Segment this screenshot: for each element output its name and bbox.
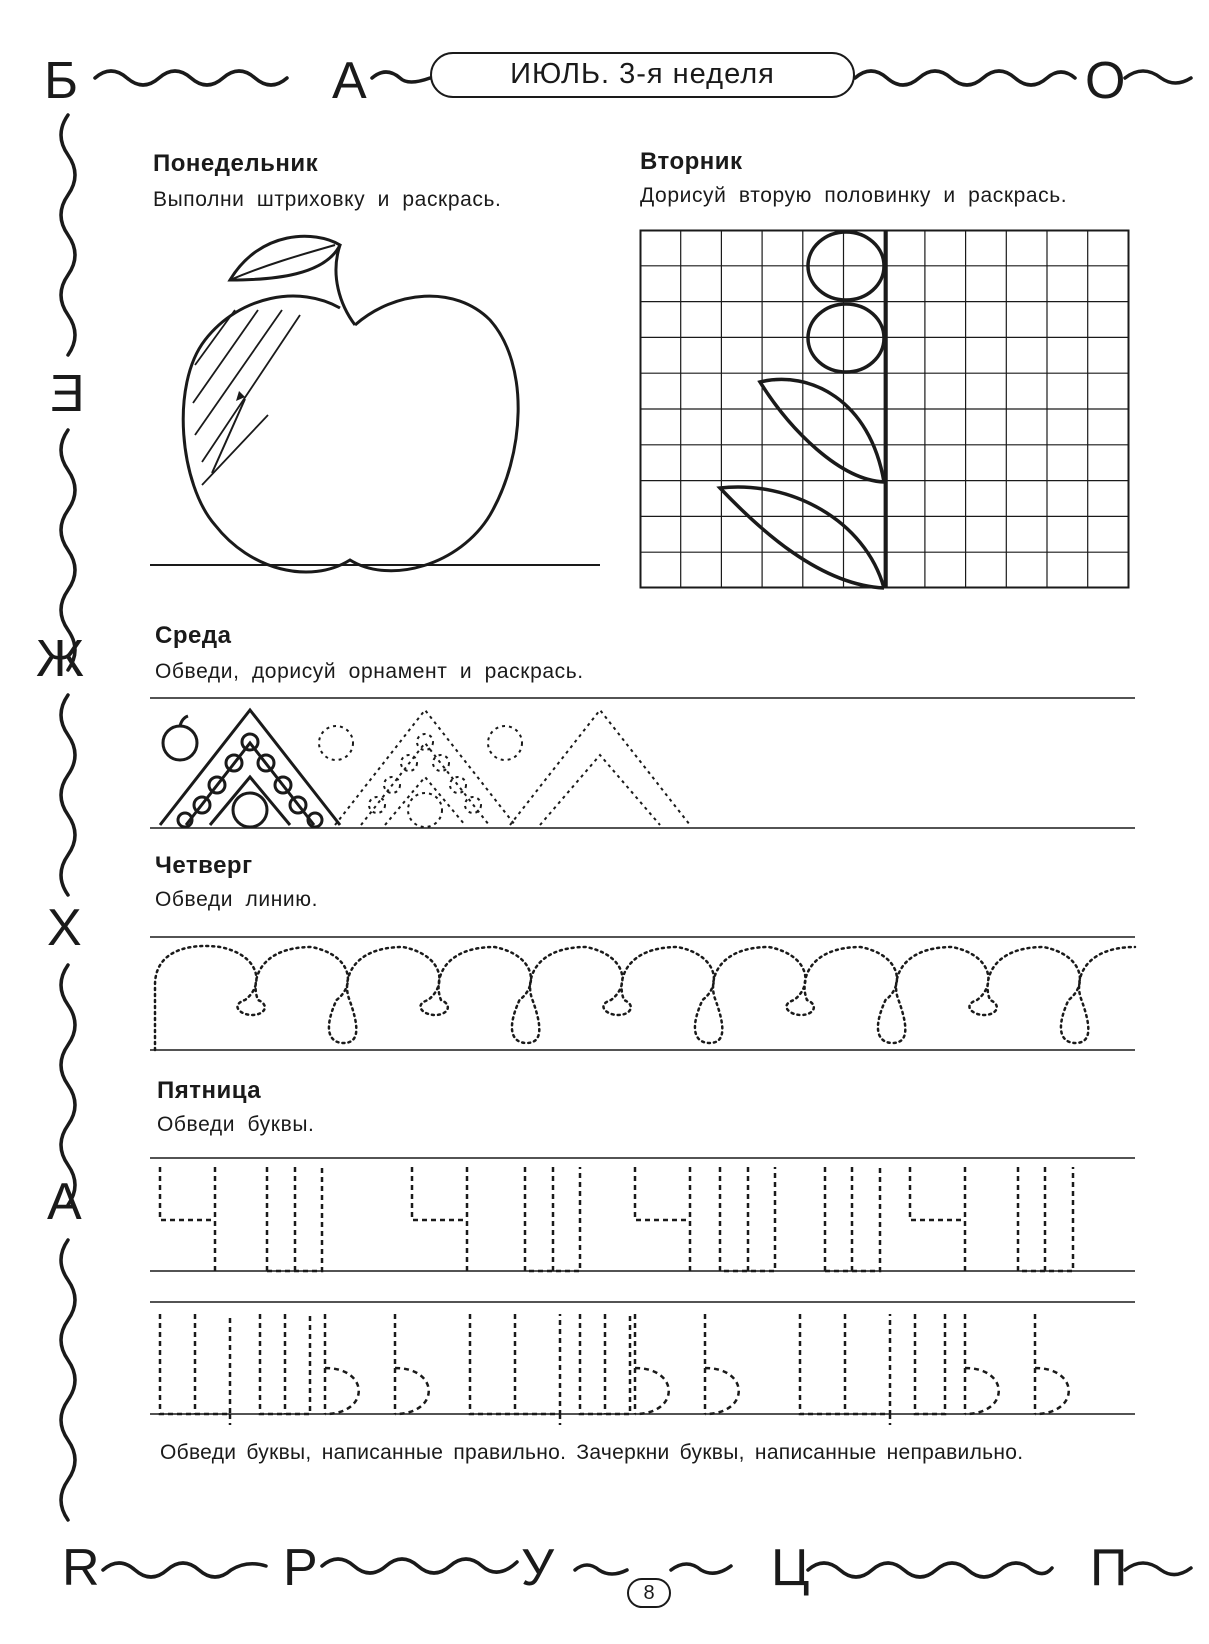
border-letter-bottom-5: П: [1090, 1539, 1128, 1597]
monday-task: Выполни штриховку и раскрась.: [153, 188, 502, 211]
page-title: ИЮЛЬ. 3-я неделя: [430, 52, 855, 98]
border-letter-left-1: Е: [50, 365, 85, 423]
loop-line-trace: [150, 925, 1135, 1055]
border-letter-bottom-2: Р: [283, 1539, 318, 1597]
ornament-row: [150, 695, 1135, 835]
border-letter-bottom-4: Ц: [771, 1539, 810, 1597]
wednesday-task: Обведи, дорисуй орнамент и раскрась.: [155, 660, 584, 683]
wednesday-heading: Среда: [155, 622, 232, 649]
thursday-heading: Четверг: [155, 852, 253, 879]
border-letter-left-2: Ж: [36, 630, 85, 688]
border-letter-top-1: Б: [44, 52, 79, 110]
symmetry-grid: [640, 230, 1130, 590]
border-letter-bottom-3: У: [521, 1539, 555, 1597]
monday-heading: Понедельник: [153, 150, 319, 177]
friday-heading: Пятница: [157, 1077, 262, 1104]
tuesday-heading: Вторник: [640, 148, 743, 175]
friday-task: Обведи буквы.: [157, 1113, 315, 1136]
border-letter-left-4: А: [47, 1173, 82, 1231]
apple-drawing: [150, 225, 600, 595]
thursday-task: Обведи линию.: [155, 888, 319, 911]
border-letter-bottom-1: R: [62, 1539, 100, 1597]
border-letter-left-3: Х: [47, 899, 82, 957]
letters-trace-row-2: [150, 1300, 1135, 1425]
tuesday-task: Дорисуй вторую половинку и раскрась.: [640, 184, 1068, 207]
border-letter-top-2: А: [332, 52, 367, 110]
letters-trace-row-1: [150, 1155, 1135, 1275]
border-letter-top-3: О: [1085, 52, 1126, 110]
page-number: 8: [627, 1578, 671, 1608]
friday-task-2: Обведи буквы, написанные правильно. Зачеркни буквы, написанные неправильно.: [160, 1441, 1024, 1464]
